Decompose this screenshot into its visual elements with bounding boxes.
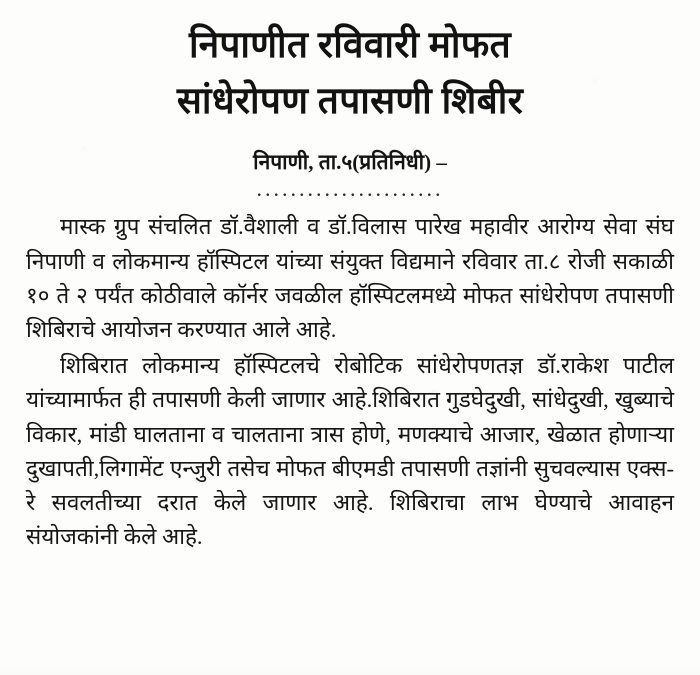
headline-line-2: सांधेरोपण तपासणी शिबीर: [176, 81, 524, 123]
separator-dots: ......................: [256, 176, 444, 202]
article-paragraph: शिबिरात लोकमान्य हॉस्पिटलचे रोबोटिक सांधेरोपणतज्ञ डॉ.राकेश पाटील यांच्यामार्फत ही तपासणी केली जाणार आहे.शिबिरात गुडघेदुखी, सांधेदुखी, खुब्याचे विकार, मांडी घालताना व चालताना त्रास होणे, मणक्याचे आजार, खेळात होणाऱ्या दुखापती,लिगामेंट एन्जुरी तसेच मोफत बीएमडी तपासणी तज्ञांनी सुचवल्यास एक्स-रे सवलतीच्या दरात केले जाणार आहे. शिबिराचा लाभ घेण्याचे आवाहन संयोजकांनी केले आहे.: [26, 353, 674, 550]
headline-line-1: निपाणीत रविवारी मोफत: [188, 25, 512, 66]
article-body: [26, 210, 674, 554]
page-title: [30, 18, 670, 130]
article-paragraph: मास्क ग्रुप संचलित डॉ.वैशाली व डॉ.विलास पारेख महावीर आरोग्य सेवा संघ निपाणी व लोकमान्य हॉस्पिटल यांच्या संयुक्त विद्यमाने रविवार ता.८ रोजी सकाळी १० ते २ पर्यंत कोठीवाले कॉर्नर जवळील हॉस्पिटलमध्ये मोफत सांधेरोपण तपासणी शिबिराचे आयोजन करण्यात आले आहे.: [26, 214, 674, 343]
dateline: निपाणी, ता.५(प्रतिनिधी) –: [253, 150, 447, 175]
page-edge-fade: [0, 667, 700, 675]
